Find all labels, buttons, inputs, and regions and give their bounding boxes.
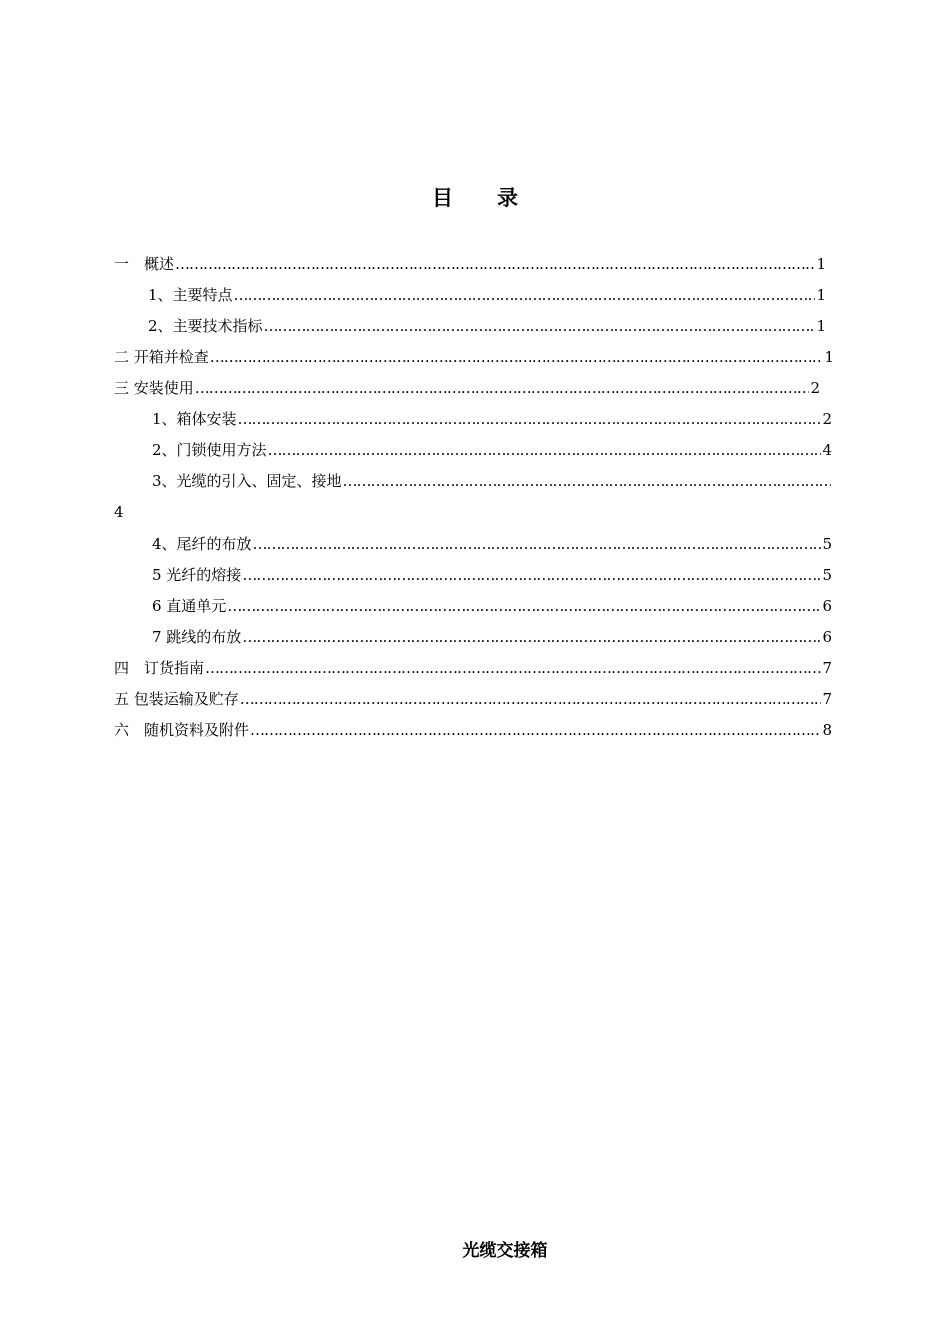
toc-leader bbox=[205, 658, 821, 678]
toc-leader bbox=[210, 347, 824, 367]
toc-entry-cabinet-install[interactable] bbox=[152, 409, 832, 429]
toc-entry-label: 6 直通单元 bbox=[152, 597, 227, 615]
toc-leader bbox=[234, 285, 816, 305]
toc-leader bbox=[240, 689, 822, 709]
toc-leader bbox=[242, 627, 821, 647]
page-title bbox=[0, 182, 950, 212]
toc-entry-label: 1、箱体安装 bbox=[152, 410, 237, 428]
toc-leader bbox=[264, 316, 816, 336]
toc-leader bbox=[250, 720, 821, 740]
toc-page-number: 1 bbox=[816, 317, 826, 335]
toc-entry-jumper-routing[interactable] bbox=[152, 627, 832, 647]
toc-leader bbox=[343, 471, 831, 491]
toc-page-number: 6 bbox=[822, 628, 832, 646]
toc-entry-label: 三 安装使用 bbox=[114, 379, 194, 397]
toc-entry-packaging-storage[interactable] bbox=[114, 689, 832, 709]
toc-leader bbox=[175, 254, 815, 274]
title-char-2: 录 bbox=[497, 185, 518, 210]
toc-page-number: 1 bbox=[824, 348, 834, 366]
toc-entry-label: 二 开箱并检查 bbox=[114, 348, 209, 366]
toc-page-number: 5 bbox=[822, 535, 832, 553]
toc-entry-main-features[interactable] bbox=[148, 285, 826, 305]
toc-entry-label: 2、主要技术指标 bbox=[148, 317, 263, 335]
toc-entry-pigtail-routing[interactable] bbox=[152, 534, 832, 554]
toc-leader bbox=[238, 409, 822, 429]
toc-entry-label: 六 随机资料及附件 bbox=[114, 721, 250, 739]
toc-entry-overview[interactable] bbox=[114, 254, 826, 274]
toc-leader bbox=[195, 378, 810, 398]
toc-entry-installation[interactable] bbox=[114, 378, 820, 398]
page-footer: 光缆交接箱 bbox=[462, 1241, 548, 1261]
toc-entry-label: 1、主要特点 bbox=[148, 286, 233, 304]
toc-entry-label: 5 光纤的熔接 bbox=[152, 566, 242, 584]
toc-entry-door-lock[interactable] bbox=[152, 440, 832, 460]
toc-entry-pass-through-unit[interactable] bbox=[152, 596, 832, 616]
toc-page-number: 1 bbox=[816, 286, 826, 304]
toc-page-number-wrapped: 4 bbox=[114, 503, 124, 521]
toc-entry-label: 一 概述 bbox=[114, 255, 175, 273]
toc-page-number: 7 bbox=[822, 690, 832, 708]
toc-entry-documents-accessories[interactable] bbox=[114, 720, 832, 740]
toc-page-number: 7 bbox=[822, 659, 832, 677]
toc-leader bbox=[268, 440, 822, 460]
title-char-1: 目 bbox=[432, 185, 453, 210]
toc-entry-label: 四 订货指南 bbox=[114, 659, 205, 677]
toc-entry-label: 4、尾纤的布放 bbox=[152, 535, 252, 553]
toc-entry-label: 7 跳线的布放 bbox=[152, 628, 242, 646]
toc-page-number: 8 bbox=[822, 721, 832, 739]
toc-entry-unpack-inspect[interactable] bbox=[114, 347, 834, 367]
toc-entry-cable-entry[interactable] bbox=[152, 471, 832, 491]
toc-entry-label: 2、门锁使用方法 bbox=[152, 441, 267, 459]
toc-page-number: 2 bbox=[810, 379, 820, 397]
toc-page-number: 6 bbox=[822, 597, 832, 615]
toc-leader bbox=[227, 596, 821, 616]
toc-leader bbox=[242, 565, 821, 585]
toc-page-number: 4 bbox=[822, 441, 832, 459]
toc-page-number: 5 bbox=[822, 566, 832, 584]
toc-entry-label: 五 包装运输及贮存 bbox=[114, 690, 239, 708]
toc-entry-tech-specs[interactable] bbox=[148, 316, 826, 336]
toc-entry-label: 3、光缆的引入、固定、接地 bbox=[152, 472, 342, 490]
toc-entry-ordering-guide[interactable] bbox=[114, 658, 832, 678]
toc-entry-fiber-splicing[interactable] bbox=[152, 565, 832, 585]
toc-page-number: 1 bbox=[816, 255, 826, 273]
toc-page-number: 2 bbox=[822, 410, 832, 428]
toc-leader bbox=[253, 534, 822, 554]
